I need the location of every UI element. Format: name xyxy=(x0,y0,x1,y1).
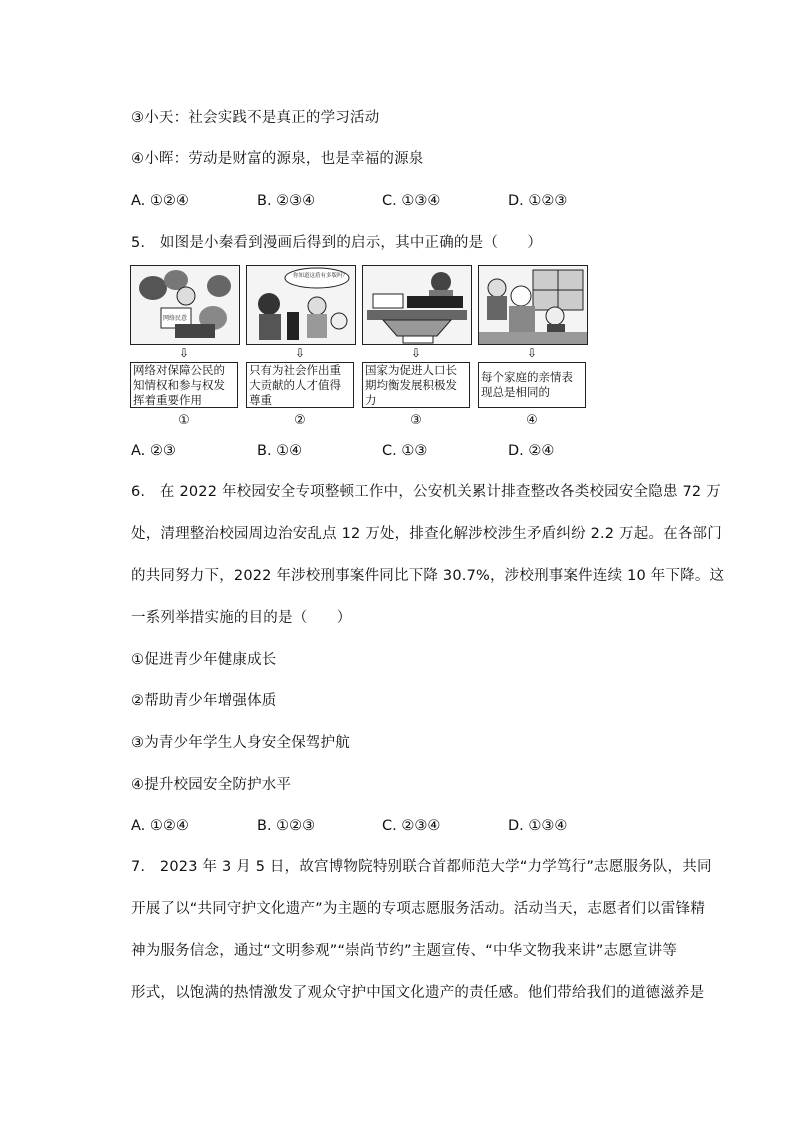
q6-option-c[interactable]: C. ②③④ xyxy=(382,818,441,834)
q6-option-d[interactable]: D. ①③④ xyxy=(508,818,568,834)
arrow-down-icon: ⇩ xyxy=(410,346,422,360)
comic-panel-4-illustration xyxy=(478,265,588,345)
q5-option-a[interactable]: A. ②③ xyxy=(131,443,176,459)
comic-panel-2-number: ② xyxy=(294,413,306,428)
q4-item-4: ④小晖：劳动是财富的源泉，也是幸福的源泉 xyxy=(131,151,424,167)
q6-stem-line-3: 的共同努力下，2022 年涉校刑事案件同比下降 30.7%，涉校刑事案件连续 10 年下降。这 xyxy=(131,568,725,584)
q6-stem-line-4: 一系列举措实施的目的是（ ） xyxy=(131,610,352,626)
arrow-down-icon: ⇩ xyxy=(294,346,306,360)
q6-stem-line-2: 处，清理整治校园周边治安乱点 12 万处，排查化解涉校涉生矛盾纠纷 2.2 万起。在各部门 xyxy=(131,526,722,542)
q5-option-d[interactable]: D. ②④ xyxy=(508,443,555,459)
q7-stem-line-1: 7. 2023 年 3 月 5 日，故宫博物院特别联合首都师范大学“力学笃行”志愿服务队，共同 xyxy=(131,859,712,875)
arrow-down-icon: ⇩ xyxy=(526,346,538,360)
comic-panel-3-caption: 国家为促进人口长期均衡发展积极发力 xyxy=(362,362,470,408)
comic-panel-4-caption: 每个家庭的亲情表现总是相同的 xyxy=(478,362,586,408)
comic-panel-4-number: ④ xyxy=(526,413,538,428)
q6-item-4: ④提升校园安全防护水平 xyxy=(131,777,292,793)
comic-panel-1-illustration xyxy=(130,265,240,345)
comic-panel-2-illustration xyxy=(246,265,356,345)
comic-panel-3-illustration xyxy=(362,265,472,345)
q5-option-b[interactable]: B. ①④ xyxy=(257,443,303,459)
speech-bubble-text: 你知道这盾有多版吗？ xyxy=(293,273,349,279)
q6-stem-line-1: 6. 在 2022 年校园安全专项整顿工作中，公安机关累计排查整改各类校园安全隐患 72 万 xyxy=(131,484,721,500)
comic-panel-2-caption: 只有为社会作出重大贡献的人才值得尊重 xyxy=(246,362,354,408)
q7-stem-line-4: 形式，以饱满的热情激发了观众守护中国文化遗产的责任感。他们带给我们的道德滋养是 xyxy=(131,985,705,1001)
q7-stem-line-3: 神为服务信念，通过“文明参观”“崇尚节约”主题宣传、“中华文物我来讲”志愿宣讲等 xyxy=(131,943,678,959)
arrow-down-icon: ⇩ xyxy=(178,346,190,360)
q5-comic-strip xyxy=(128,265,588,435)
q4-option-b[interactable]: B. ②③④ xyxy=(257,193,316,209)
q6-item-2: ②帮助青少年增强体质 xyxy=(131,693,277,709)
q4-option-d[interactable]: D. ①②③ xyxy=(508,193,568,209)
q6-item-3: ③为青少年学生人身安全保驾护航 xyxy=(131,735,350,751)
q5-option-c[interactable]: C. ①③ xyxy=(382,443,428,459)
comic-panel-1-caption: 网络对保障公民的知情权和参与权发挥着重要作用 xyxy=(130,362,238,408)
q4-item-3: ③小天：社会实践不是真正的学习活动 xyxy=(131,110,380,126)
q7-stem-line-2: 开展了以“共同守护文化遗产”为主题的专项志愿服务活动。活动当天，志愿者们以雷锋精 xyxy=(131,901,706,917)
svg-text:网络民意: 网络民意 xyxy=(163,315,188,322)
q5-stem: 5. 如图是小秦看到漫画后得到的启示，其中正确的是（ ） xyxy=(131,235,543,251)
q4-option-c[interactable]: C. ①③④ xyxy=(382,193,441,209)
q6-option-b[interactable]: B. ①②③ xyxy=(257,818,316,834)
q6-option-a[interactable]: A. ①②④ xyxy=(131,818,189,834)
comic-panel-1-number: ① xyxy=(178,413,190,428)
comic-panel-3-number: ③ xyxy=(410,413,422,428)
q4-option-a[interactable]: A. ①②④ xyxy=(131,193,189,209)
q6-item-1: ①促进青少年健康成长 xyxy=(131,652,277,668)
